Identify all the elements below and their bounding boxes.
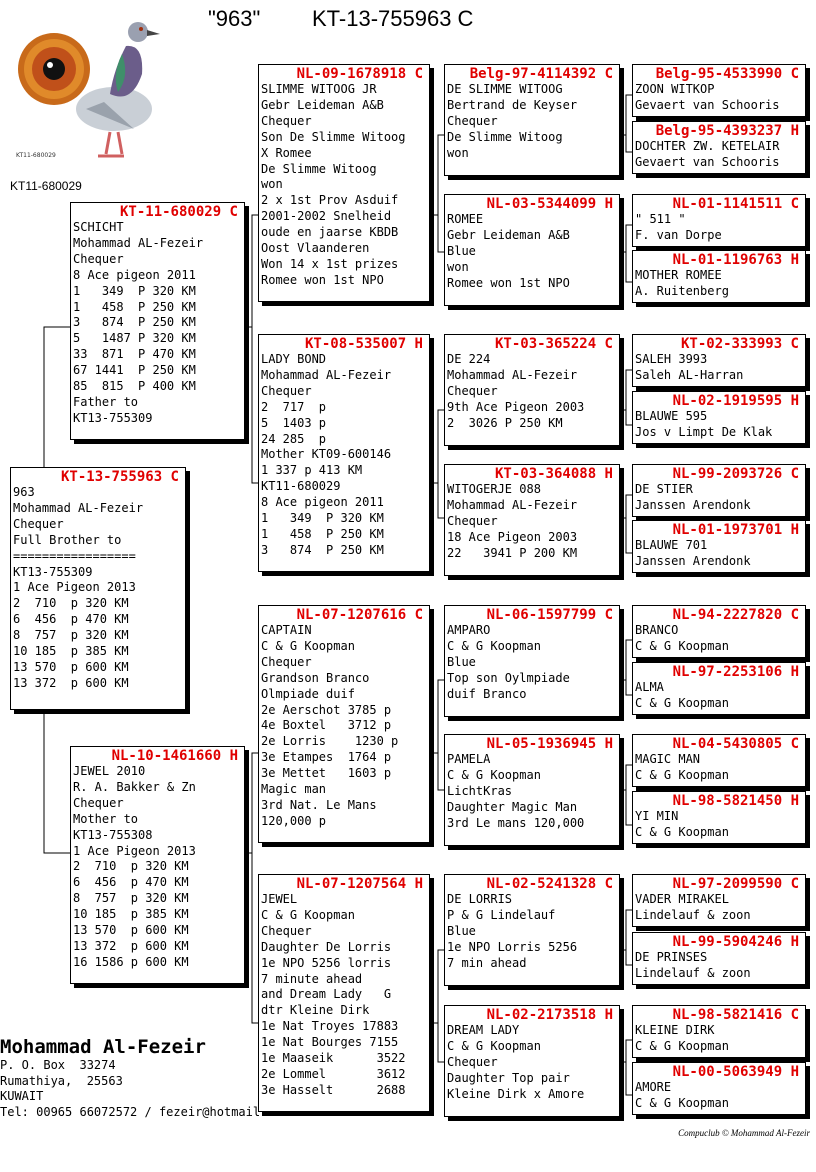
card-line: KT11-680029 bbox=[261, 479, 341, 494]
card-line: Mother KT09-600146 bbox=[261, 447, 392, 462]
card-line: 3e Mettet 1603 p bbox=[261, 766, 392, 781]
card-line: Mohammad AL-Fezeir bbox=[13, 500, 144, 515]
ring-number: NL-02-5241328 C bbox=[486, 876, 613, 892]
card-line: and Dream Lady G bbox=[261, 987, 392, 1002]
card-line: Mohammad AL-Fezeir bbox=[447, 367, 578, 382]
card-line: C & G Koopman bbox=[635, 1095, 729, 1110]
card-line: Mohammad AL-Fezeir bbox=[447, 497, 578, 512]
card-line: 3 874 P 250 KM bbox=[73, 315, 196, 330]
card-line: 1e Nat Troyes 17883 bbox=[261, 1019, 399, 1034]
card-line: 3rd Le mans 120,000 bbox=[447, 815, 585, 830]
card-line: De Slimme Witoog bbox=[447, 129, 563, 144]
ring-number: NL-02-2173518 H bbox=[486, 1007, 613, 1023]
card-line: JEWEL bbox=[261, 892, 298, 906]
card-line: KT13-755308 bbox=[73, 827, 153, 842]
card-line: 1 Ace Pigeon 2013 bbox=[73, 843, 196, 858]
card-line: ROMEE bbox=[447, 212, 484, 226]
owner-line: KUWAIT bbox=[0, 1089, 44, 1103]
card-line: BLAUWE 701 bbox=[635, 538, 708, 552]
ring-number: KT-11-680029 C bbox=[119, 204, 238, 220]
card-line: LADY BOND bbox=[261, 352, 327, 366]
card-line: Janssen Arendonk bbox=[635, 497, 751, 512]
card-line: Daughter De Lorris bbox=[261, 939, 392, 954]
card-line: P & G Lindelauf bbox=[447, 907, 556, 922]
card-line: C & G Koopman bbox=[635, 638, 729, 653]
card-line: Gevaert van Schooris bbox=[635, 97, 780, 112]
card-line: 5 1403 p bbox=[261, 415, 327, 430]
ring-number: NL-01-1973701 H bbox=[672, 522, 799, 538]
card-line: Lindelauf & zoon bbox=[635, 965, 751, 980]
card-line: Bertrand de Keyser bbox=[447, 97, 578, 112]
ring-number: NL-00-5063949 H bbox=[672, 1064, 799, 1080]
ring-number: KT-03-364088 H bbox=[494, 466, 613, 482]
card-line: Chequer bbox=[447, 1054, 498, 1069]
card-line: Olmpiade duif bbox=[261, 686, 355, 701]
card-line: SALEH 3993 bbox=[635, 352, 708, 366]
card-line: 3 874 P 250 KM bbox=[261, 542, 384, 557]
card-line: 2e Aerschot 3785 p bbox=[261, 702, 392, 717]
card-line: 1 349 P 320 KM bbox=[73, 283, 196, 298]
card-line: MOTHER ROMEE bbox=[635, 268, 722, 282]
card-line: C & G Koopman bbox=[635, 824, 729, 839]
gen5-card-8 bbox=[632, 520, 806, 573]
card-line: ================= bbox=[13, 548, 136, 563]
card-line: Kleine Dirk x Amore bbox=[447, 1086, 585, 1101]
card-line: VADER MIRAKEL bbox=[635, 892, 729, 906]
gen5-card-15 bbox=[632, 1005, 806, 1058]
card-line: De Slimme Witoog bbox=[261, 161, 377, 176]
ring-number: NL-04-5430805 C bbox=[672, 736, 799, 752]
card-line: 13 570 p 600 KM bbox=[13, 659, 129, 674]
card-line: Janssen Arendonk bbox=[635, 553, 751, 568]
ring-number: NL-98-5821450 H bbox=[672, 793, 799, 809]
card-line: SCHICHT bbox=[73, 220, 124, 234]
card-line: Magic man bbox=[261, 782, 327, 797]
card-line: Mohammad AL-Fezeir bbox=[261, 367, 392, 382]
card-line: WITOGERJE 088 bbox=[447, 482, 541, 496]
card-line: SLIMME WITOOG JR bbox=[261, 82, 377, 96]
card-line: Mohammad AL-Fezeir bbox=[73, 235, 204, 250]
card-line: A. Ruitenberg bbox=[635, 283, 729, 298]
ring-number: NL-06-1597799 C bbox=[486, 607, 613, 623]
card-line: 6 456 p 470 KM bbox=[13, 612, 129, 627]
card-line: DREAM LADY bbox=[447, 1023, 520, 1037]
ring-number: KT-02-333993 C bbox=[680, 336, 799, 352]
footer-credit: Compuclub © Mohammad Al-Fezeir bbox=[678, 1128, 810, 1138]
card-line: 1e Maaseik 3522 bbox=[261, 1051, 406, 1066]
card-line: Saleh AL-Harran bbox=[635, 367, 744, 382]
dam-sire-card bbox=[258, 605, 430, 843]
card-line: C & G Koopman bbox=[261, 907, 355, 922]
card-line: 85 815 P 400 KM bbox=[73, 379, 196, 394]
card-line: DE STIER bbox=[635, 482, 693, 496]
card-line: " 511 " bbox=[635, 212, 686, 226]
card-line: DE PRINSES bbox=[635, 950, 708, 964]
card-line: Son De Slimme Witoog bbox=[261, 129, 406, 144]
card-line: Chequer bbox=[261, 113, 312, 128]
card-line: Father to bbox=[73, 394, 139, 409]
dam-card bbox=[70, 746, 245, 984]
card-line: F. van Dorpe bbox=[635, 227, 722, 242]
card-line: Oost Vlaanderen bbox=[261, 241, 370, 256]
owner-line: Rumathiya, 25563 bbox=[0, 1073, 123, 1088]
card-line: 10 185 p 385 KM bbox=[13, 644, 129, 659]
ring-number: NL-05-1936945 H bbox=[486, 736, 613, 752]
card-line: DE SLIMME WITOOG bbox=[447, 82, 563, 96]
gen4-card-6 bbox=[444, 734, 620, 846]
gen5-card-2 bbox=[632, 121, 806, 174]
ring-number: NL-97-2099590 C bbox=[672, 876, 799, 892]
card-line: Full Brother to bbox=[13, 532, 122, 547]
gen5-card-12 bbox=[632, 791, 806, 844]
ring-number: NL-10-1461660 H bbox=[111, 748, 238, 764]
owner-block bbox=[0, 1036, 267, 1120]
card-line: 2e Lommel 3612 bbox=[261, 1066, 406, 1081]
card-line: 1e NPO 5256 lorris bbox=[261, 955, 392, 970]
card-line: 16 1586 p 600 KM bbox=[73, 954, 189, 969]
owner-name: Mohammad Al-Fezeir bbox=[0, 1036, 206, 1058]
card-line: YI MIN bbox=[635, 809, 679, 823]
ring-number: KT-13-755963 C bbox=[60, 469, 179, 485]
subject-card bbox=[10, 467, 186, 710]
gen5-card-5 bbox=[632, 334, 806, 387]
ring-number: NL-03-5344099 H bbox=[486, 196, 613, 212]
gen5-card-16 bbox=[632, 1062, 806, 1115]
ring-number: NL-01-1196763 H bbox=[672, 252, 799, 268]
gen5-card-7 bbox=[632, 464, 806, 517]
card-line: Gebr Leideman A&B bbox=[447, 227, 570, 242]
card-line: 24 285 p bbox=[261, 431, 327, 446]
card-line: 13 372 p 600 KM bbox=[13, 675, 129, 690]
card-line: 3rd Nat. Le Mans bbox=[261, 797, 377, 812]
card-line: 120,000 p bbox=[261, 813, 327, 828]
gen4-card-1 bbox=[444, 64, 620, 176]
card-line: JEWEL 2010 bbox=[73, 764, 146, 778]
card-line: C & G Koopman bbox=[447, 638, 541, 653]
card-line: C & G Koopman bbox=[447, 1038, 541, 1053]
card-line: C & G Koopman bbox=[261, 638, 355, 653]
card-line: Blue bbox=[447, 654, 476, 669]
card-line: 963 bbox=[13, 485, 35, 499]
card-line: Chequer bbox=[447, 113, 498, 128]
card-line: Chequer bbox=[73, 795, 124, 810]
card-line: 67 1441 P 250 KM bbox=[73, 363, 196, 378]
card-line: 2 x 1st Prov Asduif bbox=[261, 193, 399, 208]
card-line: Gebr Leideman A&B bbox=[261, 97, 384, 112]
gen4-card-4 bbox=[444, 464, 620, 576]
card-line: 7 minute ahead bbox=[261, 971, 363, 986]
gen5-card-11 bbox=[632, 734, 806, 787]
card-line: Grandson Branco bbox=[261, 670, 370, 685]
ring-number: KT-08-535007 H bbox=[304, 336, 423, 352]
card-line: 7 min ahead bbox=[447, 955, 527, 970]
card-line: Jos v Limpt De Klak bbox=[635, 424, 773, 439]
card-line: 8 Ace pigeon 2011 bbox=[73, 267, 196, 282]
card-line: Lindelauf & zoon bbox=[635, 907, 751, 922]
card-line: Daughter Top pair bbox=[447, 1070, 570, 1085]
card-line: DE LORRIS bbox=[447, 892, 513, 906]
card-line: 10 185 p 385 KM bbox=[73, 907, 189, 922]
card-line: 1 337 p 413 KM bbox=[261, 463, 363, 478]
pigeon-ring: KT-13-755963 C bbox=[312, 6, 474, 31]
card-line: Mother to bbox=[73, 811, 139, 826]
card-line: duif Branco bbox=[447, 686, 527, 701]
card-line: 1e Nat Bourges 7155 bbox=[261, 1035, 399, 1050]
card-line: 2e Lorris 1230 p bbox=[261, 734, 399, 749]
card-line: Chequer bbox=[13, 516, 64, 531]
card-line: 1 458 P 250 KM bbox=[73, 299, 196, 314]
card-line: 3e Hasselt 2688 bbox=[261, 1082, 406, 1097]
card-line: C & G Koopman bbox=[635, 695, 729, 710]
card-line: 1 458 P 250 KM bbox=[261, 526, 384, 541]
gen5-card-10 bbox=[632, 662, 806, 715]
ring-number: NL-97-2253106 H bbox=[672, 664, 799, 680]
card-line: Chequer bbox=[447, 513, 498, 528]
card-line: 2 710 p 320 KM bbox=[13, 596, 129, 611]
ring-number: Belg-97-4114392 C bbox=[469, 66, 613, 82]
card-line: Top son Oylmpiade bbox=[447, 670, 570, 685]
card-line: BRANCO bbox=[635, 623, 679, 637]
card-line: 8 Ace pigeon 2011 bbox=[261, 495, 384, 510]
card-line: 4e Boxtel 3712 p bbox=[261, 718, 392, 733]
card-line: LichtKras bbox=[447, 783, 513, 798]
card-line: Daughter Magic Man bbox=[447, 799, 578, 814]
ring-number: NL-99-5904246 H bbox=[672, 934, 799, 950]
gen4-card-5 bbox=[444, 605, 620, 717]
owner-line: P. O. Box 33274 bbox=[0, 1058, 116, 1072]
ring-number: NL-98-5821416 C bbox=[672, 1007, 799, 1023]
card-line: 13 570 p 600 KM bbox=[73, 923, 189, 938]
card-line: C & G Koopman bbox=[635, 1038, 729, 1053]
card-line: Chequer bbox=[261, 383, 312, 398]
card-line: 2001-2002 Snelheid bbox=[261, 209, 392, 224]
card-line: C & G Koopman bbox=[635, 767, 729, 782]
card-line: 1 Ace Pigeon 2013 bbox=[13, 580, 136, 595]
svg-text:KT11-680029: KT11-680029 bbox=[16, 152, 56, 159]
pigeon-name: "963" bbox=[208, 6, 261, 31]
card-line: Romee won 1st NPO bbox=[447, 275, 570, 290]
card-line: R. A. Bakker & Zn bbox=[73, 779, 196, 794]
card-line: KLEINE DIRK bbox=[635, 1023, 715, 1037]
card-line: 22 3941 P 200 KM bbox=[447, 545, 578, 560]
ring-number: NL-99-2093726 C bbox=[672, 466, 799, 482]
card-line: oude en jaarse KBDB bbox=[261, 225, 399, 240]
gen4-card-3 bbox=[444, 334, 620, 446]
card-line: Chequer bbox=[261, 654, 312, 669]
dam-dam-card bbox=[258, 874, 430, 1112]
gen5-card-6 bbox=[632, 391, 806, 444]
sire-card bbox=[70, 202, 245, 440]
gen5-card-13 bbox=[632, 874, 806, 927]
owner-line: Tel: 00965 66072572 / fezeir@hotmail. bbox=[0, 1104, 268, 1119]
card-line: ZOON WITKOP bbox=[635, 82, 715, 96]
gen5-card-3 bbox=[632, 194, 806, 247]
ring-number: Belg-95-4393237 H bbox=[655, 123, 799, 139]
ring-number: Belg-95-4533990 C bbox=[655, 66, 799, 82]
card-line: 1e NPO Lorris 5256 bbox=[447, 939, 578, 954]
card-line: MAGIC MAN bbox=[635, 752, 701, 766]
ring-number: NL-07-1207564 H bbox=[296, 876, 423, 892]
card-line: BLAUWE 595 bbox=[635, 409, 708, 423]
gen5-card-14 bbox=[632, 932, 806, 985]
ring-number: NL-09-1678918 C bbox=[296, 66, 423, 82]
card-line: Chequer bbox=[261, 923, 312, 938]
card-line: 6 456 p 470 KM bbox=[73, 875, 189, 890]
card-line: Blue bbox=[447, 923, 476, 938]
ring-number: NL-07-1207616 C bbox=[296, 607, 423, 623]
card-line: 2 3026 P 250 KM bbox=[447, 415, 563, 430]
card-line: 3e Etampes 1764 p bbox=[261, 750, 392, 765]
card-line: won bbox=[447, 145, 469, 160]
ring-number: NL-02-1919595 H bbox=[672, 393, 799, 409]
card-line: CAPTAIN bbox=[261, 623, 312, 637]
gen4-card-8 bbox=[444, 1005, 620, 1117]
gen4-card-2 bbox=[444, 194, 620, 306]
card-line: 5 1487 P 320 KM bbox=[73, 331, 196, 346]
card-line: Chequer bbox=[73, 251, 124, 266]
card-line: C & G Koopman bbox=[447, 767, 541, 782]
ring-number: KT-03-365224 C bbox=[494, 336, 613, 352]
gen5-card-9 bbox=[632, 605, 806, 658]
card-line: 8 757 p 320 KM bbox=[13, 628, 129, 643]
photo-code: KT11-680029 bbox=[10, 179, 82, 193]
card-line: DE 224 bbox=[447, 352, 491, 366]
card-line: 18 Ace Pigeon 2003 bbox=[447, 529, 578, 544]
card-line: Won 14 x 1st prizes bbox=[261, 256, 399, 271]
card-line: KT13-755309 bbox=[73, 410, 153, 425]
sire-sire-card bbox=[258, 64, 430, 302]
card-line: Romee won 1st NPO bbox=[261, 272, 384, 287]
card-line: KT13-755309 bbox=[13, 564, 93, 579]
card-line: DOCHTER ZW. KETELAIR bbox=[635, 139, 780, 153]
card-line: 2 717 p bbox=[261, 399, 327, 414]
ring-number: NL-94-2227820 C bbox=[672, 607, 799, 623]
card-line: won bbox=[261, 177, 283, 192]
card-line: 33 871 P 470 KM bbox=[73, 347, 196, 362]
card-line: 8 757 p 320 KM bbox=[73, 891, 189, 906]
gen5-card-1 bbox=[632, 64, 806, 117]
card-line: 9th Ace Pigeon 2003 bbox=[447, 399, 585, 414]
card-line: 1 349 P 320 KM bbox=[261, 511, 384, 526]
card-line: AMORE bbox=[635, 1080, 672, 1094]
card-line: AMPARO bbox=[447, 623, 491, 637]
card-line: won bbox=[447, 259, 469, 274]
card-line: Blue bbox=[447, 243, 476, 258]
gen5-card-4 bbox=[632, 250, 806, 303]
card-line: PAMELA bbox=[447, 752, 491, 766]
gen4-card-7 bbox=[444, 874, 620, 986]
card-line: X Romee bbox=[261, 145, 312, 160]
card-line: 13 372 p 600 KM bbox=[73, 938, 189, 953]
card-line: Gevaert van Schooris bbox=[635, 154, 780, 169]
card-line: 2 710 p 320 KM bbox=[73, 859, 189, 874]
ring-number: NL-01-1141511 C bbox=[672, 196, 799, 212]
card-line: Chequer bbox=[447, 383, 498, 398]
sire-dam-card bbox=[258, 334, 430, 572]
card-line: ALMA bbox=[635, 680, 664, 694]
card-line: dtr Kleine Dirk bbox=[261, 1003, 370, 1018]
